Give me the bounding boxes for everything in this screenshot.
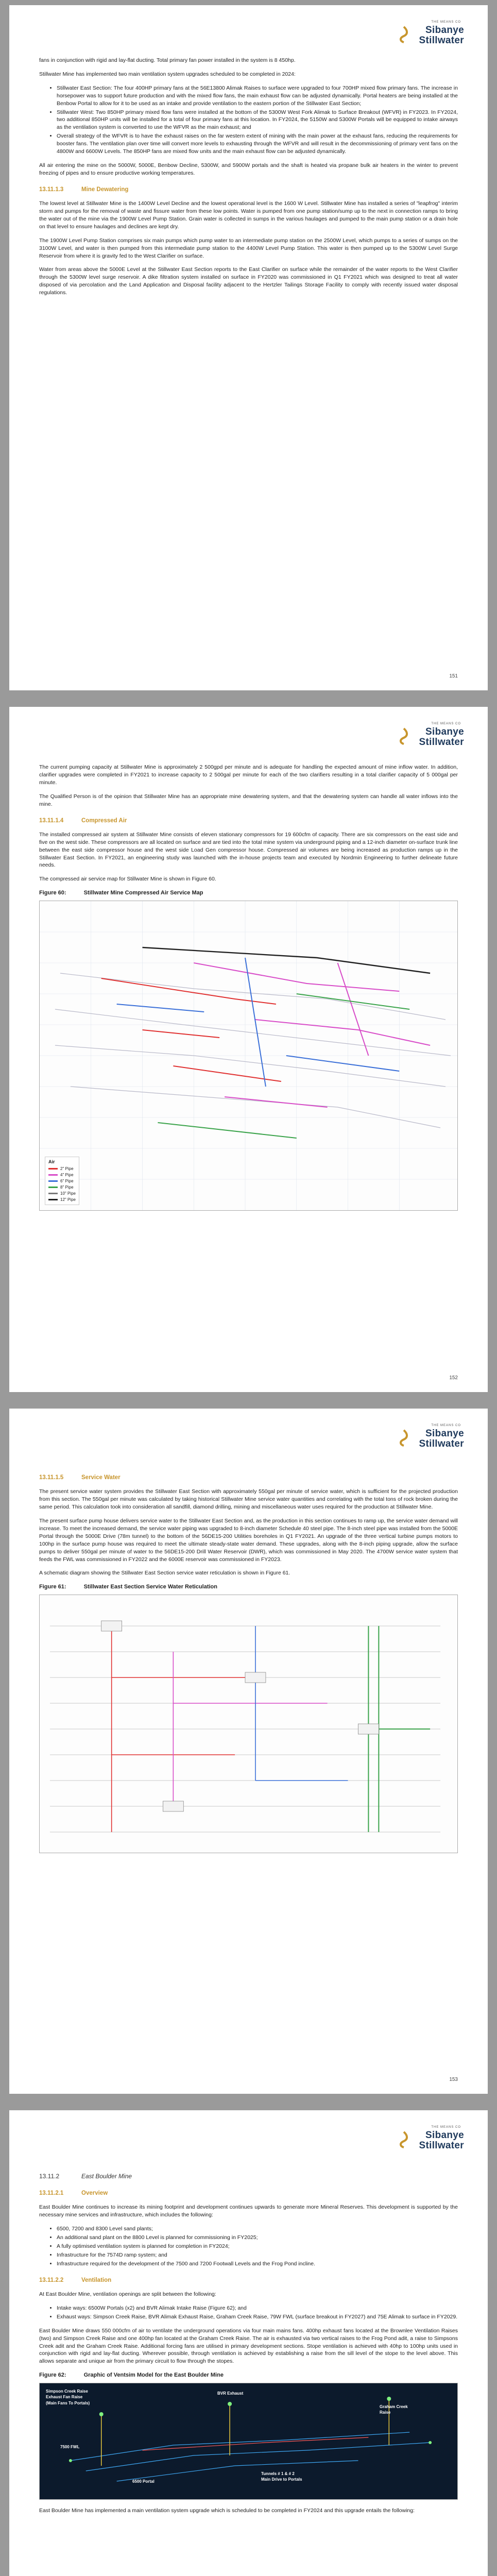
section-heading [39, 2276, 458, 2284]
paragraph: All air entering the mine on the 5000W, 5000E, Benbow Decline, 5300W, and 5900W portals and the shaft is heated via propane bulk air heaters in the winter to prevent freezing of pipes and to ensure productive working temperatures. [39, 162, 458, 176]
paragraph: The present surface pump house delivers service water to the Stillwater East Section and, as the production in this section continues to ramp up, the service water demand will increase. To meet the increased demand, the service water piping was upgraded to 8-inch diameter Schedule 40 steel pipe. The 8-inch steel pipe was installed from the 5000E Portal through the 5000E Drive (78m tunnel) to the bottom of the 56DE15-200 Utilities boreholes in Q1 FY2021. An upgrade of the three vertical turbine pumps motors to 100hp in the surface pump house was required to meet the ultimate steady-state water demand. These upgrades, along with the 8-inch piping upgrade, allow the surface pumps to deliver 550gal per minute of water to the 56DE15-200 Drill Water Reservoir (DWR), which was commissioned in May 2020. The 4700W service water system that feeds the FWL was commissioned in FY2022 and the 6000E reservoir was commissioned in FY2023. [39, 1518, 458, 1563]
label-7500-fwl: 7500 FWL [60, 2444, 80, 2449]
paragraph: A schematic diagram showing the Stillwater East Section service water reticulation is shown in Figure 61. [39, 1570, 290, 1577]
paragraph: East Boulder Mine draws 550 000cfm of air to ventilate the underground operations via four main mains fans. 400hp exhaust fans located at the Brownlee Ventilation Raises (two) and Simpson Creek Raise and one 400hp fan located at the Graham Creek Raise. The air is exhausted via two vertical raises to the Frog Pond adit, a raise to Simpsons Creek adit and the Graham Creek Raise. Additional forcing fans are utilised in primary development sections. Stope ventilation is achieved with 40hp to 100hp units used in conjunction with rigid and lay-flat ducting. Wherever possible, through ventilation is achieved by establishing a raise from the sill level of the stope to the level above. This allows separate and unique air from the primary circuit to flow through the stopes. [39, 2327, 458, 2365]
section-number: 13.11.2 [39, 2173, 60, 2180]
legend-swatch [48, 1174, 58, 1176]
figure-caption [39, 2371, 458, 2380]
logo-mark-icon [397, 1429, 410, 1447]
legend-swatch [48, 1180, 58, 1182]
logo-mark-icon [397, 2131, 410, 2148]
logo-word-2: Stillwater [419, 35, 464, 46]
section-number: 13.11.1.4 [39, 817, 64, 824]
list-item: • An additional sand plant on the 8800 Level is planned for commissioning in FY2025; [57, 2234, 458, 2242]
legend-label: 6" Pipe [60, 1178, 74, 1183]
section-heading [39, 1473, 458, 1482]
section-heading [39, 2189, 458, 2197]
paragraph: The 1900W Level Pump Station comprises six main pumps which pump water to an intermediate pump station on the 2500W Level, which pumps to a series of sumps on the 3100W Level, and water is then pumped from this intermediate pump station to the 4400W Level Pump Station. This water is then pumped up to the 5300W Level Surge Reservoir from where it is gravity fed to the West Clarifier on surface. [39, 237, 458, 259]
logo-mark-icon [397, 26, 410, 43]
section-number: 13.11.2.1 [39, 2190, 64, 2197]
page-154 [9, 2110, 488, 2576]
page-153-content [39, 1465, 458, 1853]
figure-title: Graphic of Ventsim Model for the East Boulder Mine [83, 2372, 224, 2379]
section-number: 13.11.1.5 [39, 1475, 64, 1481]
legend-item [48, 1178, 76, 1184]
paragraph: The compressed air service map for Stillwater Mine is shown in Figure 60. [39, 876, 216, 883]
logo-mark-icon [397, 727, 410, 745]
paragraph: The present service water system provides the Stillwater East Section with approximately 550gal per minute of service water, which is sufficient for the projected production from this section. The 550gal per minute was calculated by taking historical Stillwater Mine service water quantities and correlating with the total tons of rock broken during the same period. This calculation took into consideration all sandfill, diamond drilling, mining and miscellaneous water uses required for the production at Stillwater Mine. [39, 1488, 458, 1511]
label-simpson-creek: Simpson Creek Raise Exhaust Fan Raise (Main Fans To Portals) [46, 2388, 90, 2405]
legend-item [48, 1166, 76, 1172]
list-item: • Stillwater West: Two 850HP primary mixed flow fans were installed at the bottom of the 5300W West Fork Alimak to Surface Breakout (WFVR) in FY2023. In FY2024, two additional 850HP units will be installed for a total of four primary fans at this location. In FY2024, the 5150W and 5300W Portals will be equipped to intake airways as the ventilation system is converted to use the WFVR as the main exhaust; and [57, 109, 458, 132]
legend-label: 2" Pipe [60, 1166, 74, 1171]
page-152-content [39, 764, 458, 1211]
section-title: Compressed Air [81, 817, 127, 824]
legend-item [48, 1184, 76, 1191]
label-graham-creek: Graham Creek Raise [380, 2404, 408, 2415]
list-item: • Overall strategy of the WFVR is to have the exhaust raises on the far western extent of mining with the main power at the exhaust fans, reducing the requirements for booster fans. The ventilation plan over time will convert more levels to exhausting through the WFVR and will result in the decommissioning of primary vent fans on the 4800W and 6600W Levels. The 850HP fans are mixed flow units and the main exhaust flow can be adjusted dynamically. [57, 132, 458, 156]
logo-word-1: Sibanye [425, 726, 464, 737]
label-bvr-exhaust: BVR Exhaust [217, 2391, 244, 2396]
logo-tagline: THE MEANS CO [431, 2126, 461, 2129]
logo-tagline: THE MEANS CO [431, 1424, 461, 1427]
list-item: • Intake ways: 6500W Portals (x2) and BVR Alimak Intake Raise (Figure 62); and [57, 2304, 458, 2312]
legend-label: 10" Pipe [60, 1191, 76, 1196]
legend-swatch [48, 1193, 58, 1194]
paragraph: The lowest level at Stillwater Mine is the 1400W Level Decline and the lowest operational level is the 1600 W Level. Stillwater Mine has installed a series of "leapfrog" interim storm and pumps for the removal of waste and fissure water from these low points. Water is pumped from one pump station/sump up to the next in connection ramps to bring the water out of the mine via the 1900W Level Pump Station. Grain water is collected in sumps in the various haulages and pumped to the main pump station or a drain hole on that level to ensure haulages and declines are kept dry. [39, 200, 458, 230]
legend-title: Air [48, 1159, 55, 1165]
paragraph: East Boulder Mine continues to increase its mining footprint and development continues upwards to generate more Mineral Reserves. This development is supported by the necessary mine services and infrastructure, which includes the following: [39, 2204, 458, 2218]
figure-title: Stillwater Mine Compressed Air Service Map [83, 890, 203, 896]
page-number: 153 [449, 2077, 458, 2082]
upgrade-list [39, 84, 458, 156]
figure-caption [39, 1583, 458, 1591]
legend-item [48, 1172, 76, 1178]
list-item: • 6500, 7200 and 8300 Level sand plants; [57, 2225, 458, 2233]
logo-tagline: THE MEANS CO [431, 21, 461, 24]
page-number: 152 [449, 1375, 458, 1381]
paragraph: At East Boulder Mine, ventilation openings are split between the following: [39, 2291, 216, 2298]
section-number: 13.11.1.3 [39, 186, 64, 193]
subsection-heading [39, 2172, 458, 2181]
label-tunnels: Tunnels # 1 & # 2 Main Drive to Portals [261, 2471, 302, 2482]
list-item: • Stillwater East Section: The four 400HP primary fans at the 56E13800 Alimak Raises to surface were upgraded to four 700HP mixed flow primary fans. The increase in horsepower was to support future production and with the mixed flow fans, the main exhaust flow can be adjusted dynamically. Portal heaters are being installed at the Benbow Portal to allow for it to be used as an intake and provide ventilation to the eastern portion of the Stillwater East Section; [57, 84, 458, 108]
sibanye-stillwater-logo [397, 21, 464, 46]
legend-swatch [48, 1168, 58, 1170]
figure-caption [39, 889, 458, 897]
list-item: • Infrastructure for the 7574D ramp system; and [57, 2251, 458, 2259]
section-heading [39, 817, 458, 825]
legend-item [48, 1197, 76, 1203]
section-heading [39, 185, 458, 194]
openings-list [39, 2304, 458, 2321]
list-item: • Infrastructure required for the development of the 7500 and 7200 Footwall Levels and the Frog Pond incline. [57, 2260, 458, 2268]
sibanye-stillwater-logo [397, 2126, 464, 2151]
paragraph: fans in conjunction with rigid and lay-flat ducting. Total primary fan power installed in the system is 8 450hp. [39, 57, 296, 63]
sibanye-stillwater-logo [397, 722, 464, 748]
figure-number: Figure 61: [39, 1584, 66, 1590]
label-6500-portal: 6500 Portal [132, 2479, 155, 2484]
section-title: Mine Dewatering [81, 186, 129, 193]
section-title: Overview [81, 2190, 108, 2197]
logo-word-1: Sibanye [425, 25, 464, 36]
paragraph: Water from areas above the 5000E Level at the Stillwater East Section reports to the East Clarifier on surface while the remainder of the water reports to the West Clarifier through the 5300W level surge reservoir. A dike filtration system installed on surface in FY2020 was commissioned in Q1 FY2021 which was designed to treat all water disposed of via percolation and the Land Application and Disposal facility adjacent to the Hertzler Tailings Storage Facility to comply with recently issued water disposal regulations. [39, 266, 458, 296]
paragraph: The current pumping capacity at Stillwater Mine is approximately 2 500gpd per minute and is adequate for handling the expected amount of mine inflow water. In addition, clarifier upgrades were completed in FY2021 to increase capacity to 2 500gal per minute for each of the two clarifiers resulting in a total clarifier capacity of 5 000gal per minute. [39, 764, 458, 786]
legend-label: 8" Pipe [60, 1184, 74, 1190]
legend-label: 12" Pipe [60, 1197, 76, 1202]
page-151 [9, 5, 488, 690]
section-title: Service Water [81, 1475, 121, 1481]
compressed-air-map-drawing [40, 901, 457, 1210]
compressed-air-map [39, 901, 458, 1211]
figure-number: Figure 62: [39, 2372, 66, 2379]
logo-tagline: THE MEANS CO [431, 722, 461, 725]
section-title: Ventilation [81, 2277, 112, 2283]
page-153 [9, 1409, 488, 2094]
sibanye-stillwater-logo [397, 1424, 464, 1450]
page-154-content [39, 2167, 458, 2521]
list-item: • A fully optimised ventilation system is planned for completion in FY2024; [57, 2243, 458, 2250]
logo-word-1: Sibanye [425, 1428, 464, 1439]
map-legend [45, 1157, 79, 1205]
legend-swatch [48, 1199, 58, 1200]
logo-word-2: Stillwater [419, 737, 464, 748]
section-title: East Boulder Mine [81, 2173, 132, 2180]
figure-title: Stillwater East Section Service Water Reticulation [83, 1584, 217, 1590]
logo-word-2: Stillwater [419, 1438, 464, 1449]
paragraph: The Qualified Person is of the opinion that Stillwater Mine has an appropriate mine dewatering system, and that the dewatering system can handle all water inflows into the mine. [39, 793, 458, 807]
service-water-schematic-drawing [40, 1595, 457, 1853]
ventsim-model-graphic [39, 2383, 458, 2500]
logo-word-2: Stillwater [419, 2140, 464, 2151]
logo-word-1: Sibanye [425, 2130, 464, 2141]
section-number: 13.11.2.2 [39, 2277, 64, 2283]
paragraph: The installed compressed air system at Stillwater Mine consists of eleven stationary compressors for 19 600cfm of capacity. There are six compressors on the east side and five on the west side. These compressors are all located on surface and are tied into the total mine system via underground piping and a 12-inch diameter on-surface trunk line between the east side compressor house and the west side Load Gen compressor house. Compressed air volumes are being increased as production ramps up in the Stillwater East Section. In FY2021, an engineering study was launched with the in-house projects team and executed by Nordmin Engineering to further delineate future needs. [39, 831, 458, 869]
list-item: • Exhaust ways: Simpson Creek Raise, BVR Alimak Exhaust Raise, Graham Creek Raise, 79W FWL (surface breakout in FY2027) and 75E Alimak to surface in FY2029. [57, 2313, 458, 2321]
infrastructure-list [39, 2225, 458, 2268]
legend-swatch [48, 1187, 58, 1188]
legend-item [48, 1191, 76, 1197]
ventsim-model-drawing [40, 2383, 457, 2499]
page-number: 151 [449, 673, 458, 679]
figure-number: Figure 60: [39, 890, 66, 896]
legend-label: 4" Pipe [60, 1172, 74, 1177]
page-151-content [39, 57, 458, 303]
paragraph: Stillwater Mine has implemented two main ventilation system upgrades scheduled to be completed in 2024: [39, 71, 296, 77]
page-152 [9, 707, 488, 1392]
service-water-schematic [39, 1595, 458, 1853]
paragraph: East Boulder Mine has implemented a main ventilation system upgrade which is scheduled to be completed in FY2024 and this upgrade entails the following: [39, 2507, 415, 2514]
